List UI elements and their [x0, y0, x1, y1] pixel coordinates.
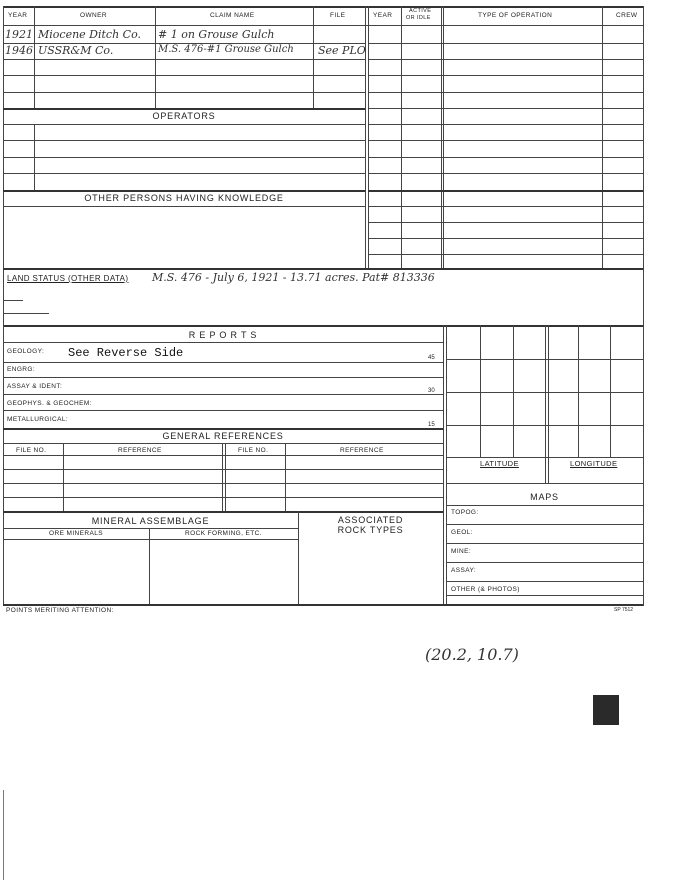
maps-geol: GEOL:: [451, 529, 473, 536]
metallurgical-number: 15: [428, 422, 435, 428]
gen-ref-header-reference: REFERENCE: [118, 447, 162, 454]
header-year-right: YEAR: [373, 12, 393, 19]
rock-forming-header: ROCK FORMING, ETC.: [185, 530, 262, 537]
mineral-assemblage-heading: MINERAL ASSEMBLAGE: [91, 516, 210, 526]
maps-other: OTHER (& PHOTOS): [451, 586, 520, 593]
assay-label: ASSAY & IDENT:: [7, 383, 63, 390]
owner-name: USSR&M Co.: [38, 44, 114, 57]
maps-assay: ASSAY:: [451, 567, 477, 574]
header-idle: OR IDLE: [406, 15, 431, 21]
geology-number: 45: [428, 355, 435, 361]
header-owner: OWNER: [80, 12, 107, 19]
header-crew: CREW: [616, 12, 638, 19]
scan-mark: [593, 695, 619, 725]
file-ref: See PLO: [318, 44, 366, 57]
claim-name: # 1 on Grouse Gulch: [158, 28, 275, 41]
owner-name: Miocene Ditch Co.: [38, 28, 142, 41]
maps-topog: TOPOG:: [451, 509, 479, 516]
reports-heading: R E P O R T S: [188, 330, 258, 340]
associated-rock-heading-2: ROCK TYPES: [337, 525, 404, 535]
header-file: FILE: [330, 12, 346, 19]
geophys-label: GEOPHYS. & GEOCHEM:: [7, 400, 92, 407]
latitude-label: LATITUDE: [480, 459, 519, 468]
other-persons-heading: OTHER PERSONS HAVING KNOWLEDGE: [84, 193, 284, 203]
maps-heading: MAPS: [530, 492, 559, 502]
ore-minerals-header: ORE MINERALS: [49, 530, 103, 537]
header-active: ACTIVE: [409, 8, 432, 14]
header-year: YEAR: [8, 12, 28, 19]
gen-ref-header-file-no-2: FILE NO.: [238, 447, 269, 454]
assay-number: 30: [428, 388, 435, 394]
claim-name: M.S. 476-#1 Grouse Gulch: [158, 44, 294, 55]
maps-mine: MINE:: [451, 548, 472, 555]
geology-label: GEOLOGY:: [7, 348, 45, 355]
gen-ref-header-file-no: FILE NO.: [16, 447, 47, 454]
form-number: SP 7512: [614, 607, 634, 613]
land-status-value: M.S. 476 - July 6, 1921 - 13.71 acres. Pat# 813336: [152, 271, 435, 284]
general-references-heading: GENERAL REFERENCES: [162, 431, 284, 441]
points-meriting-label: POINTS MERITING ATTENTION:: [6, 607, 114, 614]
associated-rock-heading-1: ASSOCIATED: [337, 515, 404, 525]
owner-year: 1946: [5, 44, 33, 57]
engrg-label: ENGRG:: [7, 366, 36, 373]
header-claim-name: CLAIM NAME: [210, 12, 255, 19]
header-type-operation: TYPE OF OPERATION: [478, 12, 553, 19]
geology-value: See Reverse Side: [68, 346, 184, 360]
metallurgical-label: METALLURGICAL:: [7, 416, 69, 423]
gen-ref-header-reference-2: REFERENCE: [340, 447, 384, 454]
longitude-label: LONGITUDE: [570, 459, 618, 468]
coordinates-note: (20.2, 10.7): [425, 645, 519, 664]
owner-year: 1921: [5, 28, 33, 41]
operators-heading: OPERATORS: [152, 111, 216, 121]
land-status-label: LAND STATUS (OTHER DATA): [7, 274, 129, 283]
